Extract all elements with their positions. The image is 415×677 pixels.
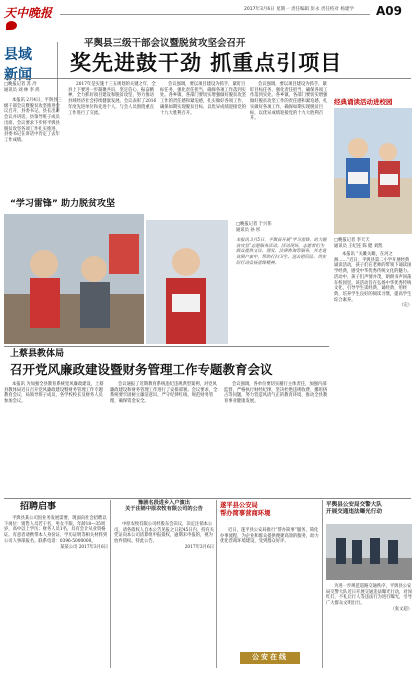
lead-byline: □晚报记者 苏 冷 通讯员 刘 林 李 鸿	[4, 82, 40, 93]
students-reading-photo	[334, 108, 412, 234]
police-online-stamp: 公安在线	[240, 652, 300, 664]
recruit-title: 招聘启事	[20, 502, 57, 512]
volunteer-portrait-image	[146, 220, 228, 344]
lead-headline: 奖先进鼓干劲 抓重点引项目	[70, 51, 343, 75]
middle-column-1	[4, 382, 104, 494]
middle-subhead: 上蔡县教体局	[10, 349, 65, 359]
traffic-paragraph: 为进一步规范道路交通秩序，平舆县公安局交警大队近日开展交通违法曝光行动，对闯红灯、不礼让行人等违法行为进行曝光，引导广大群众文明出行。	[326, 584, 412, 607]
police-paragraph: 近日，遂平县公安局推行“帮办简事”服务，简化办事流程，为企业和群众提供便捷高效的服务，助力优化营商环境建设，受到群众好评。	[220, 528, 319, 545]
poverty-story-title: “学习雷锋” 助力脱贫攻坚	[10, 199, 115, 209]
bottom-divider-1	[110, 500, 111, 668]
traffic-body	[326, 584, 412, 668]
lead-column-3	[160, 82, 248, 177]
recruit-paragraph: 平舆县某公司因业务发展需要，现面向社会招聘以下岗位：销售人员若干名，男女不限，年龄18—35周岁，高中以上学历；财务人员1名，具有会计从业资格证。有意者请携带本人身份证、学历证明等相关材料到公司人事部报名。联系电话：0396-5000000。	[4, 516, 108, 544]
lead-paragraph-3: 会议强调，要以项目建设为抓手，紧盯目标任务，强化责任担当，确保各项工作落到实处。各乡镇、各部门要切实增强做好脱贫攻坚工作的责任感和紧迫感，扎实做好各项工作，确保如期实现脱贫目标，以优异成绩迎接党的十九大胜利召开。	[160, 82, 246, 116]
reading-paragraph: 本报讯 “关雎关雎，在河之洲……”近日，平舆县第二小学开展经典诵读活动，孩子们在老师的带领下诵读国学经典，感受中华优秀传统文化的魅力。活动中，孩子们声情并茂，朗朗书声回荡在校园里。该活动旨在弘扬中华优秀传统文化，引导学生读经典、诵经典、用经典，培养学生良好的阅读习惯，提高学生综合素养。	[334, 252, 412, 303]
section-label-line2: 新闻	[4, 67, 32, 83]
reading-byline: □晚报记者 李天天 通讯员 王纪连 陈 健 刘凯	[334, 238, 383, 249]
middle-column-2	[110, 382, 218, 494]
traffic-sign: （张文超）	[390, 606, 412, 612]
volunteer-portrait-photo	[146, 220, 228, 344]
middle-headline: 召开党风廉政建设暨财务管理工作专题教育会议	[10, 362, 273, 377]
headline-rule	[4, 78, 411, 79]
notice-title: 豫剧名段进乡入户演出 关于注销中原农牧有限公司的公告	[125, 500, 203, 513]
volunteers-image	[4, 214, 144, 344]
bottom-divider-3	[322, 500, 323, 668]
traffic-police-photo	[326, 524, 412, 580]
lead-paragraph-1: 本报讯 2月4日，平舆县三级干部会议暨脱贫攻坚推进会议召开，县委书记、县长出席会议并讲话，县领导班子成员出席。会议要求下步将平舆县脱贫攻坚各项工作扎实推进，县委书记在讲话中肯定了去年工作成绩。	[4, 98, 62, 143]
middle-rule	[4, 346, 329, 347]
lead-kicker: 平舆县三级干部会议暨脱贫攻坚会召开	[84, 38, 246, 49]
location-pin-icon	[6, 21, 17, 30]
bottom-rule	[4, 498, 411, 499]
recruit-sign: 某某公司 2017年3月6日	[60, 544, 108, 550]
middle-paragraph-3: 会议强调，各单位要切实履行主体责任，加强内部监督，严格执行财经纪律，坚决杜绝违规收费、挪用挤占等问题，努力营造风清气正的教育环境，推动全县教育事业健康发展。	[224, 382, 328, 405]
lead-column-4	[250, 82, 330, 177]
middle-paragraph-2: 会议通报了近期教育系统违纪违规典型案例，对党风廉政建设和财务管理工作进行了安排部署。会议要求，全系统要牢固树立廉洁意识，严守纪律红线，规范财务管理，确保资金安全。	[110, 382, 218, 405]
middle-paragraph-1: 本报讯 为加强全县教育系统党风廉政建设，上蔡县教体局近日召开党风廉政建设暨财务管理工作专题教育会议，局领导班子成员、各学校校长及财务人员参加会议。	[4, 382, 104, 405]
volunteers-photo	[4, 214, 144, 344]
section-label	[4, 45, 54, 105]
traffic-title: 平舆县公安局交警大队 开展交通违法曝光行动	[326, 502, 382, 515]
page-number: A09	[376, 4, 402, 18]
students-reading-image	[334, 108, 412, 234]
poverty-byline: □晚报记者 于兴伟 通讯员 孙 彤	[236, 222, 272, 233]
section-label-line1: 县域	[4, 47, 32, 63]
masthead-logo	[4, 5, 60, 23]
notice-paragraph: 中原农牧有限公司经股东会决议，决定注销本公司，请各债权人自本公告见报之日起45日内，持有关凭证向本公司清算组申报债权，逾期未申报的，视为放弃债权。特此公告。	[114, 522, 214, 545]
lead-column-2	[68, 82, 158, 177]
lead-paragraph-4: 会议强调，要以项目建设为抓手，紧盯目标任务，强化责任担当，确保各项工作落到实处。各乡镇、各部门要切实增强做好脱贫攻坚工作的责任感和紧迫感，扎实做好各项工作，确保如期实现脱贫目标，以优异成绩迎接党的十九大胜利召开。	[250, 82, 328, 122]
lead-paragraph-2: 2017年是实施十三五规划的关键之年，全县上下要进一步凝聚共识，坚定信心，振奋精神，全力抓好项目建设和脱贫攻坚，努力推动县域经济社会持续健康发展。会议表彰了2016年度先进单位和先进个人，与会人员围绕重点工作进行了交流。	[68, 82, 157, 116]
lead-column-1	[4, 98, 64, 193]
masthead-logo-text: 天中晚报	[4, 6, 53, 20]
recruit-body	[4, 516, 108, 656]
middle-column-3	[224, 382, 330, 494]
reading-story	[334, 252, 412, 387]
poverty-story-body: 本报讯 3月5日，平舆县开展“学习雷锋，助力脱贫攻坚”志愿服务活动。活动现场，志愿者们为群众提供义诊、理发、法律咨询等服务，并走进贫困户家中，帮助打扫卫生、送去慰问品，用实际行动弘扬雷锋精神。	[236, 238, 327, 266]
notice-sign: 2017年3月6日	[184, 544, 214, 550]
photo-caption: 经典诵读活动进校园	[334, 98, 393, 106]
bottom-divider-2	[216, 500, 217, 668]
issue-meta: 2017年3月6日 星期一 责任编辑 彭永 责任校对 杨建学	[244, 7, 354, 12]
police-title: 遂平县公安局 帮办简事营商环境	[220, 502, 271, 517]
traffic-police-image	[326, 524, 412, 580]
reading-sign: （完）	[399, 303, 412, 309]
police-body	[220, 528, 320, 640]
notice-body	[114, 522, 214, 642]
